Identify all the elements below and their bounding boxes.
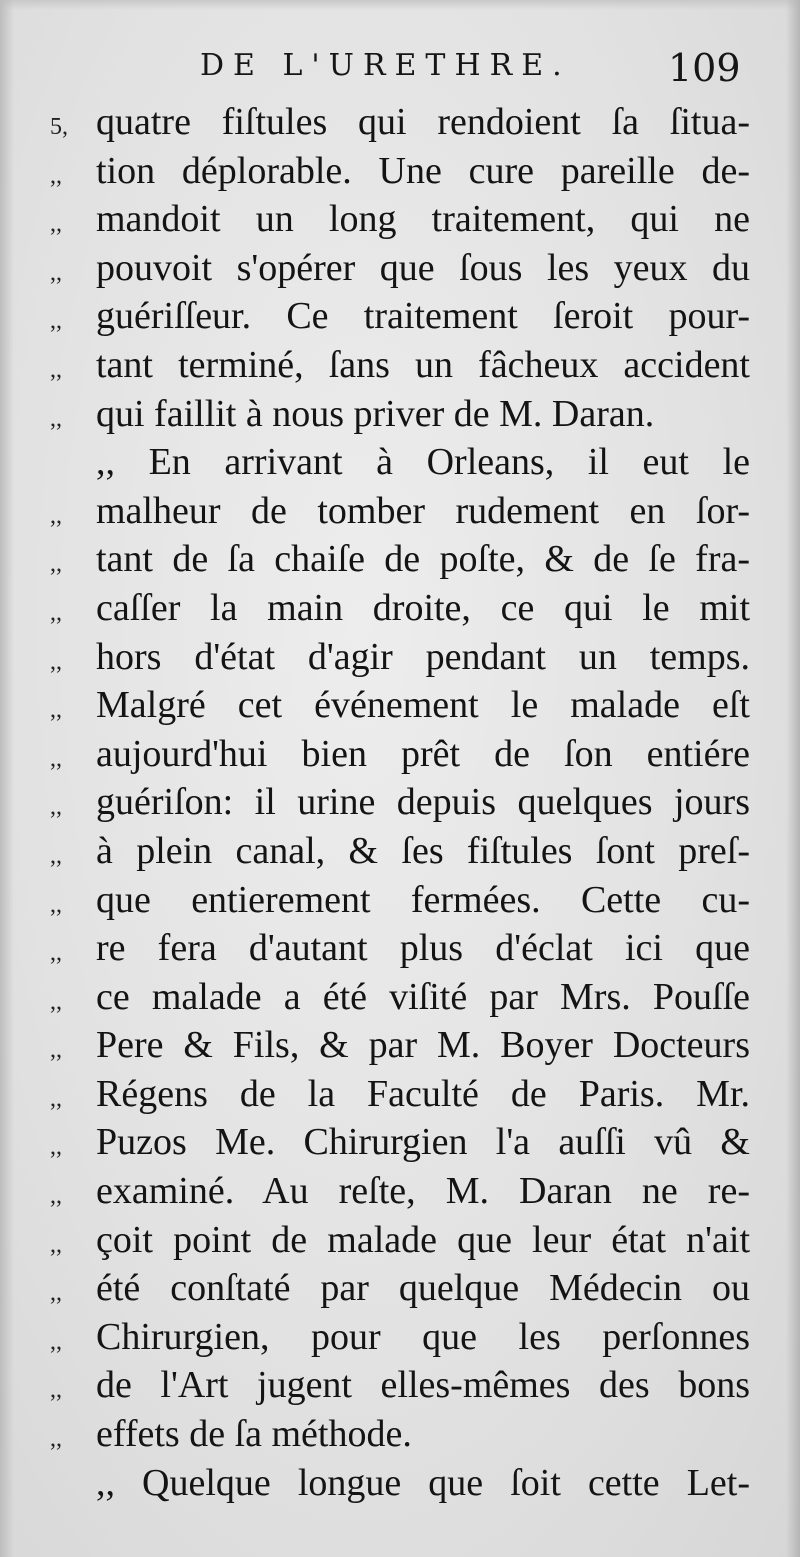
text-line <box>50 973 750 1022</box>
text-line <box>50 98 750 147</box>
line-text: été conſtaté par quelque Médecin ou <box>96 1267 750 1310</box>
page-top-edge <box>0 0 800 10</box>
line-text: effets de ſa méthode. <box>96 1413 412 1456</box>
text-line <box>50 778 750 827</box>
quote-mark: ,, <box>50 988 62 1015</box>
line-text: mandoit un long traitement, qui ne <box>96 198 750 241</box>
line-text: que entierement fermées. Cette cu- <box>96 878 750 921</box>
quote-mark: ,, <box>50 502 62 529</box>
quote-mark: ,, <box>50 1134 62 1161</box>
line-text: guériſſeur. Ce traitement ſeroit pour- <box>96 295 750 338</box>
text-line <box>50 341 750 390</box>
line-text: pouvoit s'opérer que ſous les yeux du <box>96 246 750 289</box>
page-left-edge <box>0 0 14 1557</box>
line-text: ,, Quelque longue que ſoit cette Let- <box>96 1461 750 1504</box>
line-text: malheur de tomber rudement en ſor- <box>96 489 750 532</box>
line-text: Chirurgien, pour que les perſonnes <box>96 1315 750 1358</box>
page-number: 109 <box>668 46 741 90</box>
line-text: tant terminé, ſans un fâcheux accident <box>96 343 750 386</box>
text-line <box>50 244 750 293</box>
line-text: de l'Art jugent elles-mêmes des bons <box>96 1364 750 1407</box>
quote-mark: ,, <box>50 551 62 578</box>
line-text: Pere & Fils, & par M. Boyer Docteurs <box>96 1024 750 1067</box>
text-line <box>50 1313 750 1362</box>
line-text: ,, En arrivant à Orleans, il eut le <box>96 441 750 484</box>
line-text: guériſon: il urine depuis quelques jours <box>96 781 750 824</box>
quote-mark: ,, <box>50 162 62 189</box>
text-line <box>50 292 750 341</box>
text-line <box>50 438 750 487</box>
line-text: re fera d'autant plus d'éclat ici que <box>96 927 750 970</box>
text-line <box>50 681 750 730</box>
quote-mark: ,, <box>50 308 62 335</box>
quote-mark: ,, <box>50 1426 62 1453</box>
quote-mark: ,, <box>50 648 62 675</box>
quote-mark: ,, <box>50 211 62 238</box>
text-line <box>50 147 750 196</box>
quote-mark: ,, <box>50 842 62 869</box>
text-line <box>50 1118 750 1167</box>
quote-mark: ,, <box>50 356 62 383</box>
text-line <box>50 1459 750 1508</box>
running-head: DE L'URETHRE. <box>200 48 571 83</box>
text-line <box>50 584 750 633</box>
quote-mark: ,, <box>50 940 62 967</box>
quote-mark: ,, <box>50 745 62 772</box>
quote-mark: ,, <box>50 891 62 918</box>
quote-mark: ,, <box>50 1328 62 1355</box>
line-text: Régens de la Faculté de Paris. Mr. <box>96 1072 750 1115</box>
line-text: ce malade a été viſité par Mrs. Pouſſe <box>96 975 750 1018</box>
line-text: à plein canal, & ſes fiſtules ſont preſ- <box>96 829 750 872</box>
quote-mark: ,, <box>50 794 62 821</box>
text-line <box>50 876 750 925</box>
text-line <box>50 730 750 779</box>
text-line <box>50 390 750 439</box>
quote-mark: ,, <box>50 1377 62 1404</box>
quote-mark: ,, <box>50 1085 62 1112</box>
line-text: qui faillit à nous priver de M. Daran. <box>96 392 655 435</box>
line-text: çoit point de malade que leur état n'ait <box>96 1218 750 1261</box>
text-line <box>50 1216 750 1265</box>
quote-mark: ,, <box>50 697 62 724</box>
body-text <box>50 98 750 1507</box>
quote-mark: 5, <box>50 114 68 140</box>
quote-mark: ,, <box>50 1280 62 1307</box>
text-line <box>50 1264 750 1313</box>
text-line <box>50 827 750 876</box>
line-text: quatre fiſtules qui rendoient ſa ſitua- <box>96 101 750 143</box>
line-text: tant de ſa chaiſe de poſte, & de ſe fra- <box>96 538 750 581</box>
text-line <box>50 195 750 244</box>
text-line <box>50 1361 750 1410</box>
line-text: caſſer la main droite, ce qui le mit <box>96 586 750 629</box>
text-line <box>50 487 750 536</box>
text-line <box>50 1070 750 1119</box>
quote-mark: ,, <box>50 1231 62 1258</box>
text-line <box>50 633 750 682</box>
text-line <box>50 1167 750 1216</box>
line-text: hors d'état d'agir pendant un temps. <box>96 635 750 678</box>
line-text: Puzos Me. Chirurgien l'a auſſi vû & <box>96 1121 750 1164</box>
text-line <box>50 1410 750 1459</box>
line-text: tion déplorable. Une cure pareille de- <box>96 149 750 192</box>
quote-mark: ,, <box>50 1037 62 1064</box>
quote-mark: ,, <box>50 1183 62 1210</box>
line-text: aujourd'hui bien prêt de ſon entiére <box>96 732 750 775</box>
quote-mark: ,, <box>50 405 62 432</box>
page-right-edge <box>786 0 800 1557</box>
text-line <box>50 1021 750 1070</box>
quote-mark: ,, <box>50 599 62 626</box>
line-text: examiné. Au reſte, M. Daran ne re- <box>96 1170 750 1213</box>
text-line <box>50 535 750 584</box>
quote-mark: ,, <box>50 259 62 286</box>
text-line <box>50 924 750 973</box>
line-text: Malgré cet événement le malade eſt <box>96 684 750 727</box>
